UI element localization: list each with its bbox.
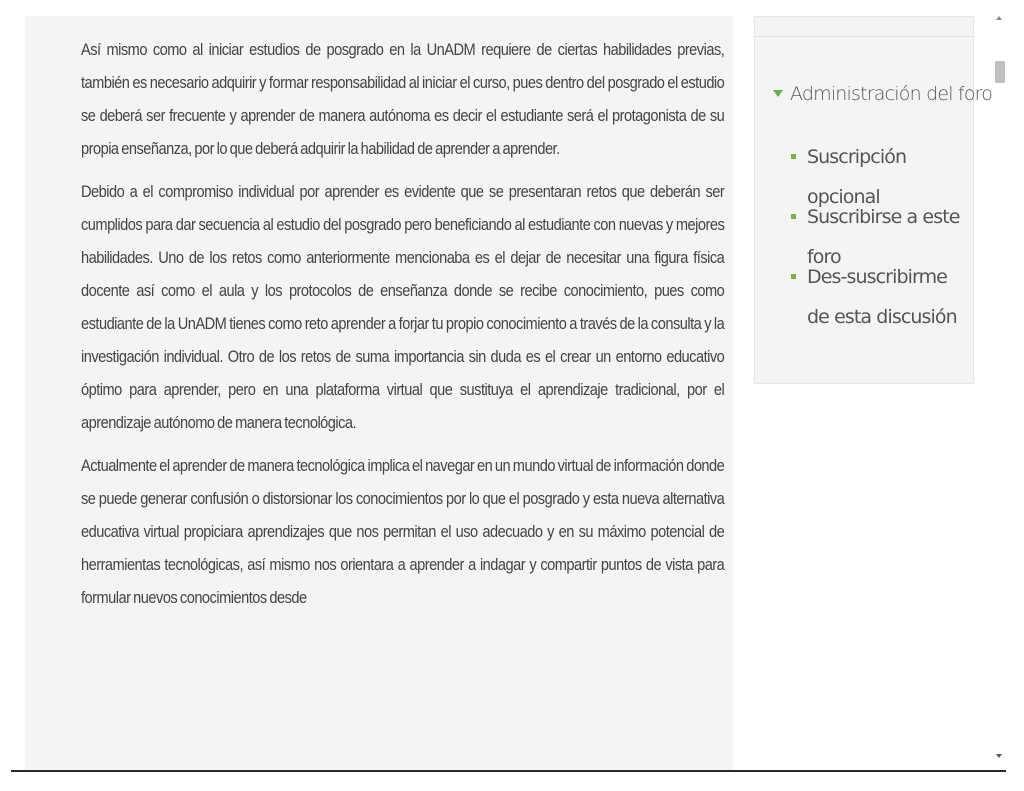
post-paragraph-2: Debido a el compromiso individual por aprender es evidente que se presentaran retos que deberán ser cumplidos para dar secuencia al estudio del posgrado pero beneficiando al estudiante con nuevas y mejores habilidades. Uno de los retos como anteriormente mencionaba es el dejar de necesitar una figura física docente así como el aula y los protocolos de enseñanza donde se recibe conocimiento, pues como estudiante de la UnADM tienes como reto aprender a forjar tu propio conocimiento a través de la consulta y la investigación individual. Otro de los retos de suma importancia sin duda es el crear un entorno educativo óptimo para aprender, pero en una plataforma virtual que sustituya el aprendizaje tradicional, por el aprendizaje autónomo de manera tecnológica.	[81, 182, 725, 432]
caret-down-icon	[773, 90, 783, 97]
forum-admin-heading-label: Administración del foro	[790, 83, 993, 105]
forum-admin-block	[754, 16, 993, 384]
forum-admin-heading[interactable]	[773, 83, 992, 105]
scroll-up-arrow-icon[interactable]	[996, 16, 1002, 20]
bullet-icon	[791, 274, 796, 279]
subscribe-forum-label: Suscribirse a este foro	[807, 206, 960, 268]
scroll-down-arrow-icon[interactable]	[996, 754, 1002, 758]
post-paragraph-3: Actualmente el aprender de manera tecnológica implica el navegar en un mundo virtual de información donde se puede generar confusión o distorsionar los conocimientos por lo que el posgrado y esta nueva alternativa educativa virtual propiciara aprendizajes que nos permitan el uso adecuado y en su máximo potencial de herramientas tecnológicas, así mismo nos orientara a aprender a indagar y compartir puntos de vista para formular nuevos conocimientos desde	[81, 456, 725, 607]
unsubscribe-discussion-label: Des-suscribirme de esta discusión	[807, 266, 957, 328]
unsubscribe-discussion-link[interactable]	[807, 257, 972, 337]
bullet-icon	[791, 154, 796, 159]
post-paragraph-1: Así mismo como al iniciar estudios de posgrado en la UnADM requiere de ciertas habilidades previas, también es necesario adquirir y formar responsabilidad al iniciar el curso, pues dentro del posgrado el estudio se deberá ser frecuente y aprender de manera autónoma es decir el estudiante será el protagonista de su propia enseñanza, por lo que deberá adquirir la habilidad de aprender a aprender.	[81, 40, 725, 158]
vertical-scrollbar[interactable]	[993, 16, 1007, 770]
optional-subscription-label: Suscripción opcional	[807, 146, 907, 208]
bullet-icon	[791, 214, 796, 219]
block-divider	[755, 36, 973, 37]
scroll-thumb[interactable]	[995, 61, 1005, 83]
window-bottom-edge	[11, 770, 1006, 772]
forum-post-panel	[25, 16, 733, 770]
post-body	[81, 33, 724, 624]
